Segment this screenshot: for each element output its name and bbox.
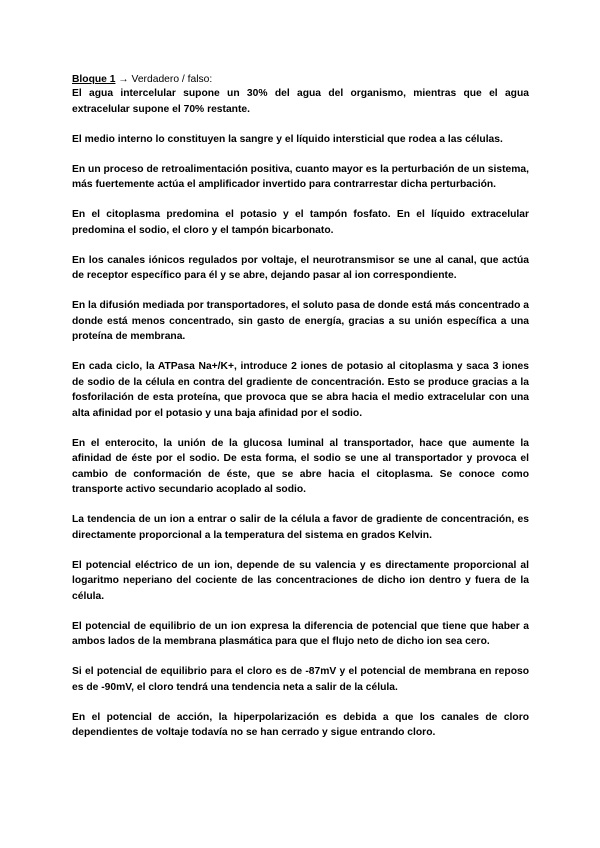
statement-6: En la difusión mediada por transportadores, el soluto pasa de donde está más concentrado a donde está menos concentrado, sin gasto de energía, gracias a su unión específica a una proteína de membrana. (72, 300, 529, 342)
statement-13: En el potencial de acción, la hiperpolarización es debida a que los canales de cloro dependientes de voltaje todavía no se han cerrado y sigue entrando cloro. (72, 711, 529, 738)
block-header (72, 73, 529, 86)
block-title: Bloque 1 (72, 74, 116, 85)
statement-4: En el citoplasma predomina el potasio y el tampón fosfato. En el líquido extracelular predomina el sodio, el cloro y el tampón bicarbonato. (72, 209, 529, 236)
statement-2: El medio interno lo constituyen la sangre y el líquido intersticial que rodea a las células. (72, 133, 503, 145)
statement-8: En el enterocito, la unión de la glucosa luminal al transportador, hace que aumente la afinidad de éste por el sodio. De esta forma, el sodio se une al transportador y provoca el cambio de conformación de éste, que se abre hacia el citoplasma. Se conoce como transporte activo secundario acoplado al sodio. (72, 437, 529, 495)
statement-11: El potencial de equilibrio de un ion expresa la diferencia de potencial que tiene que haber a ambos lados de la membrana plasmática para que el flujo neto de dicho ion sea cero. (72, 620, 529, 647)
document-page (72, 73, 529, 755)
statement-5: En los canales iónicos regulados por voltaje, el neurotransmisor se une al canal, que actúa de receptor específico para él y se abre, dejando pasar al ion correspondiente. (72, 254, 529, 281)
statement-7: En cada ciclo, la ATPasa Na+/K+, introduce 2 iones de potasio al citoplasma y saca 3 iones de sodio de la célula en contra del gradiente de concentración. Esto se produce gracias a la fosforilación de esta proteína, que provoca que se abra hacia el medio extracelular con una alta afinidad por el potasio y una baja afinidad por el sodio. (72, 361, 529, 419)
statement-10: El potencial eléctrico de un ion, depende de su valencia y es directamente proporcional al logaritmo neperiano del cociente de las concentraciones de dicho ion dentro y fuera de la célula. (72, 559, 529, 602)
statement-12: Si el potencial de equilibrio para el cloro es de -87mV y el potencial de membrana en reposo es de -90mV, el cloro tendrá una tendencia neta a salir de la célula. (72, 666, 529, 693)
arrow-icon: → (118, 74, 129, 85)
statement-3: En un proceso de retroalimentación positiva, cuanto mayor es la perturbación de un sistema, más fuertemente actúa el amplificador invertido para contrarrestar dicha perturbación. (72, 163, 529, 190)
block-subtitle: Verdadero / falso: (131, 74, 213, 85)
statement-9: La tendencia de un ion a entrar o salir de la célula a favor de gradiente de concentración, es directamente proporcional a la temperatura del sistema en grados Kelvin. (72, 514, 529, 541)
statement-1: El agua intercelular supone un 30% del agua del organismo, mientras que el agua extracelular supone el 70% restante. (72, 88, 529, 115)
